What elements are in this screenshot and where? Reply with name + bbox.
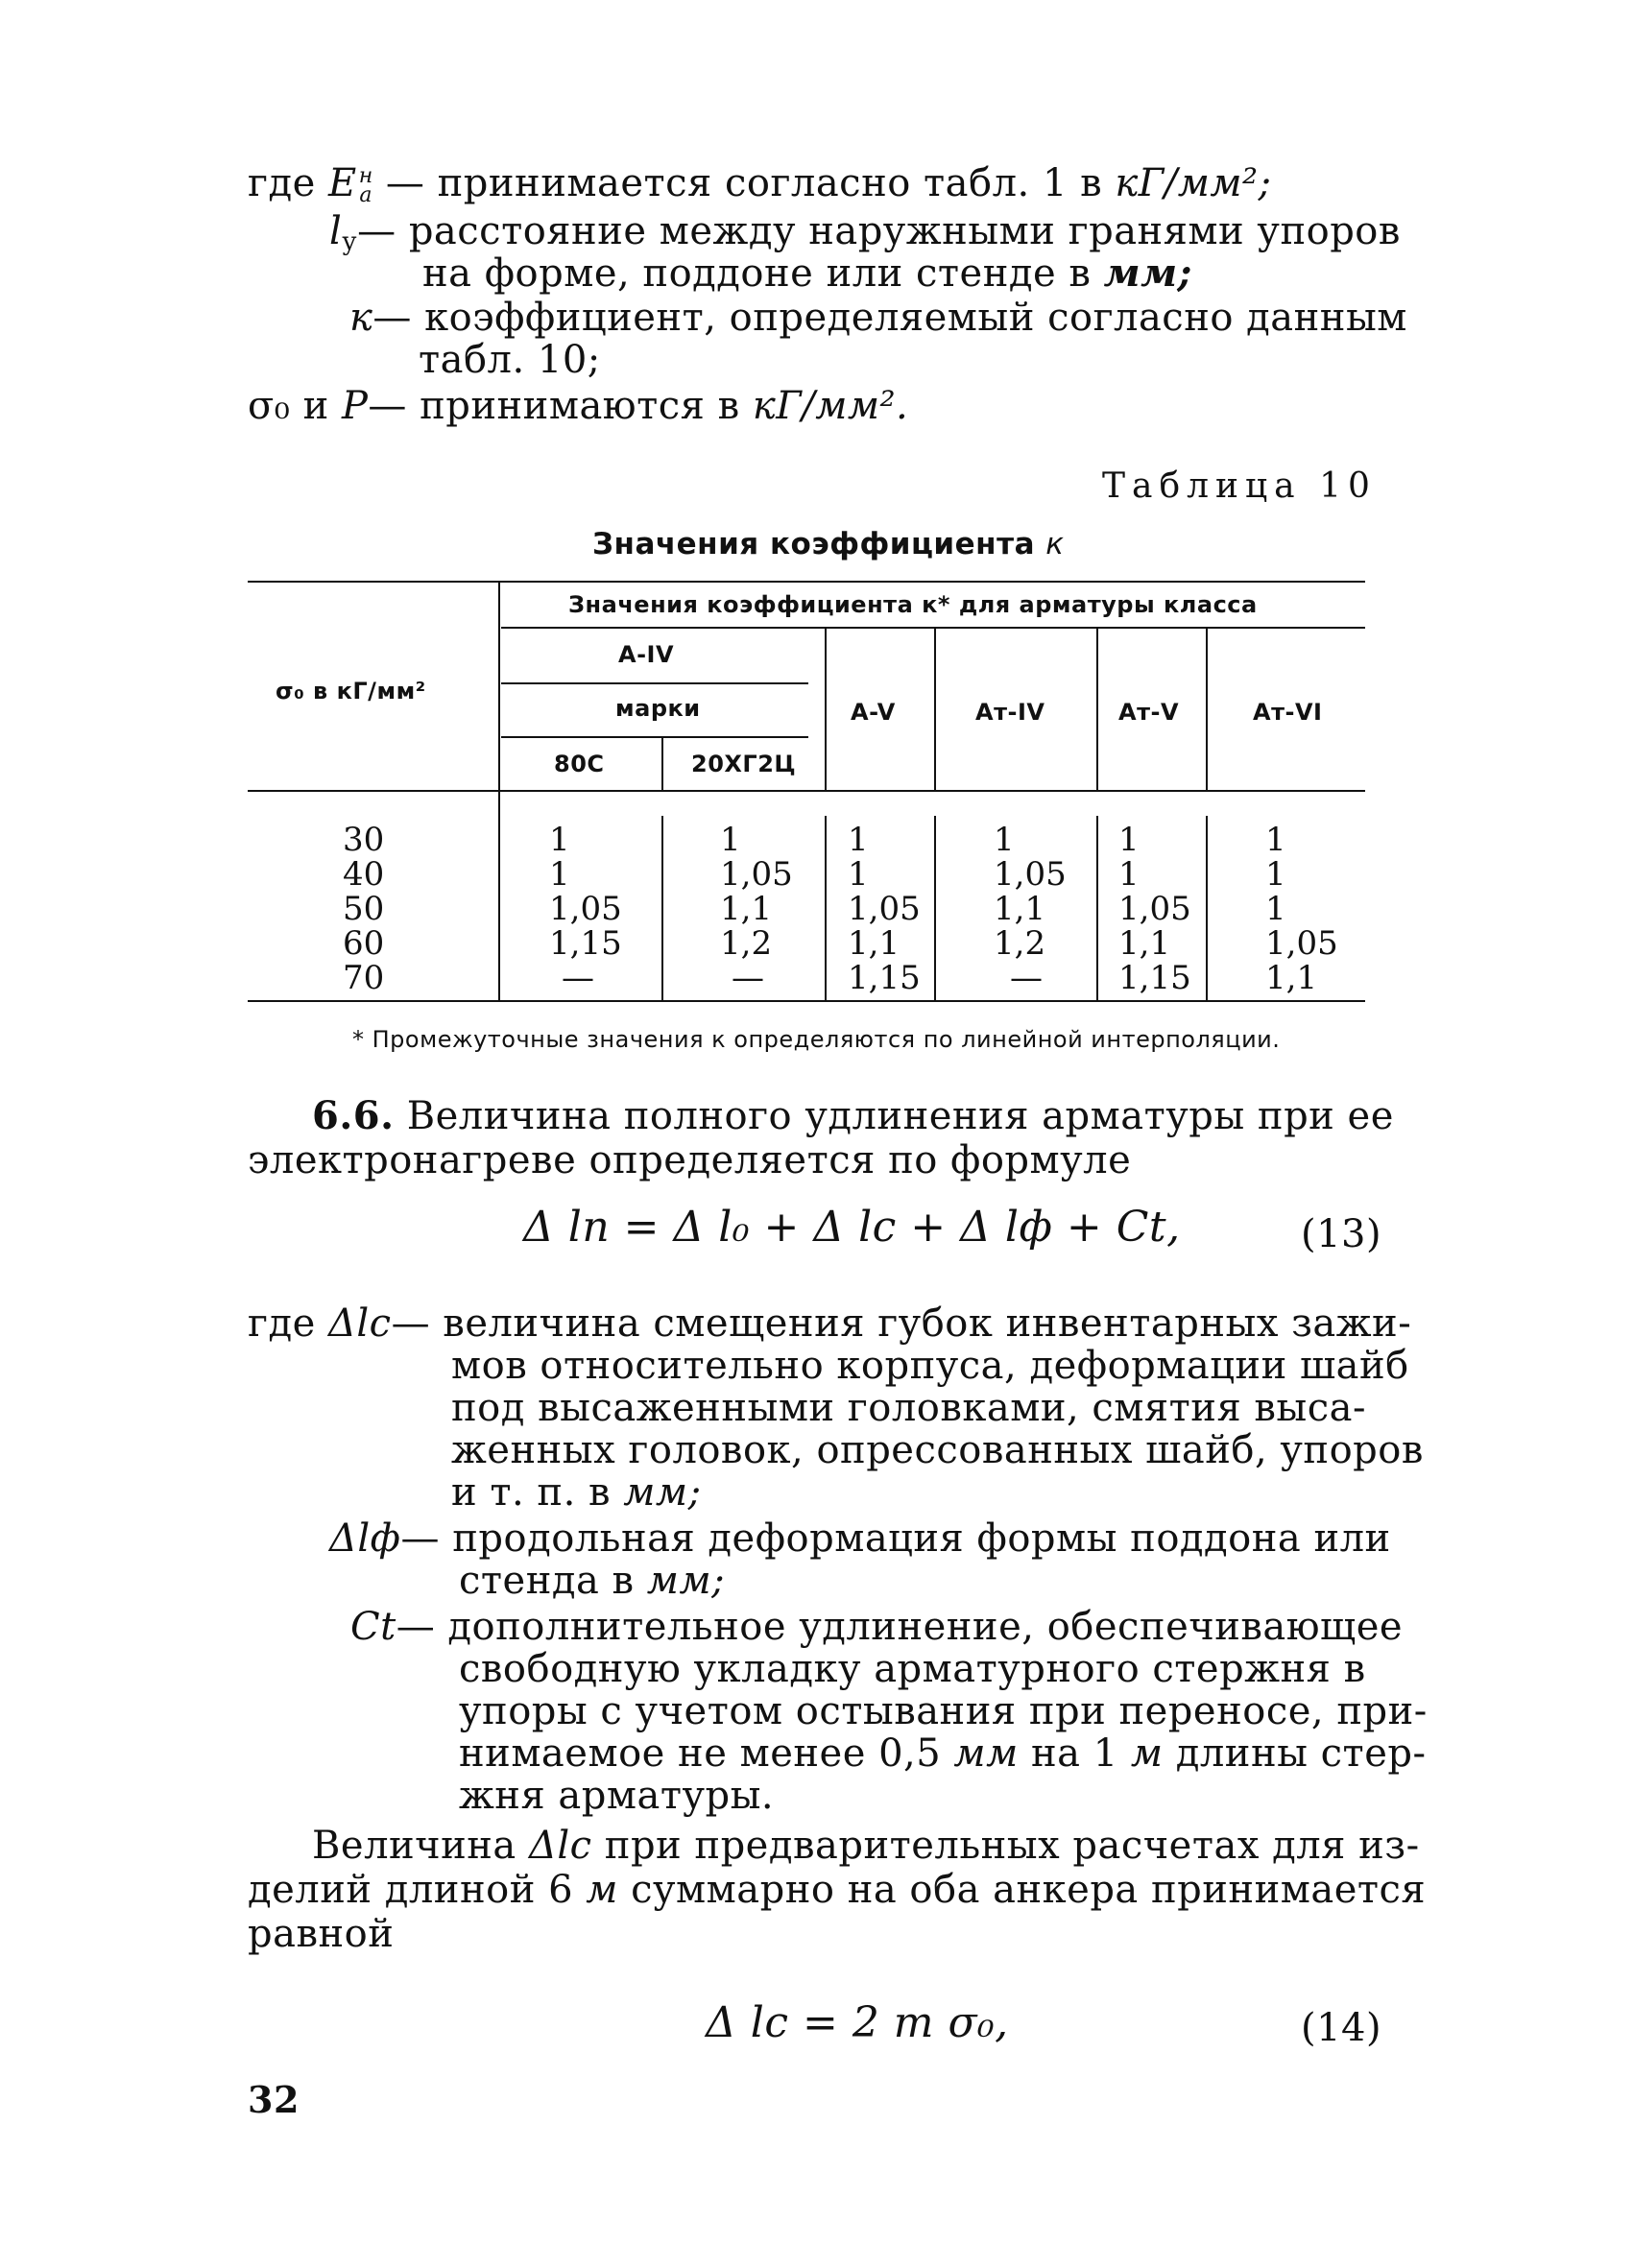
section-6-6-line-1: 6.6. Величина полного удлинения арматуры при ее <box>312 1093 1394 1138</box>
def-ly-line-2: на форме, поддоне или стенде в мм; <box>422 251 1192 296</box>
cell-at6: 1 <box>1265 821 1286 859</box>
p-symbol: P <box>341 384 369 428</box>
cell-80c: 1 <box>549 855 570 894</box>
def-dlc-line-2: мов относительно корпуса, деформации шайб <box>451 1344 1409 1388</box>
def-dlc-line-4: женных головок, опрессованных шайб, упоров <box>451 1428 1424 1472</box>
cell-at4: 1,2 <box>994 924 1046 963</box>
formula-13: Δ lп = Δ l₀ + Δ lс + Δ lф + Ct, <box>523 1203 1181 1252</box>
stub-divider <box>498 581 500 1000</box>
stub-cell: 40 <box>343 855 385 894</box>
ly-definition: — расстояние между наружными гранями упоров <box>357 209 1401 253</box>
cell-at4: 1,05 <box>994 855 1067 894</box>
equation-number-13: (13) <box>1301 1212 1382 1256</box>
at5-left-divider-header <box>1096 629 1098 790</box>
e-definition: — принимается согласно табл. 1 в <box>385 161 1116 205</box>
col-at4-header: Ат-IV <box>975 699 1045 726</box>
cell-80c: 1 <box>549 821 570 859</box>
cell-at5: 1 <box>1118 821 1140 859</box>
table-footnote: * Промежуточные значения к определяются по линейной интерполяции. <box>352 1026 1281 1053</box>
cell-at6: 1,1 <box>1265 959 1318 997</box>
group-header: Значения коэффициента к* для арматуры класса <box>568 591 1258 618</box>
marks-rule <box>501 736 808 738</box>
80c-divider-body <box>661 816 663 1000</box>
table-title: Значения коэффициента к <box>592 527 1065 561</box>
def-dlf-line-2: стенда в мм; <box>459 1559 726 1603</box>
def-ct-line-1: Ct— дополнительное удлинение, обеспечивающее <box>350 1605 1404 1649</box>
cell-at5: 1,05 <box>1118 890 1191 928</box>
cell-20hg2c: 1 <box>720 821 741 859</box>
cell-20hg2c: — <box>732 959 764 997</box>
cell-20hg2c: 1,05 <box>720 855 793 894</box>
section-number: 6.6. <box>312 1093 395 1138</box>
col-20hg2c-header: 20ХГ2Ц <box>691 751 797 777</box>
cell-at4: — <box>1010 959 1043 997</box>
def-ct-line-3: упоры с учетом остывания при переносе, при- <box>459 1689 1428 1733</box>
e-unit: кГ/мм²; <box>1115 161 1272 205</box>
cell-at4: 1 <box>994 821 1015 859</box>
table-title-symbol: к <box>1045 527 1065 561</box>
a5-left-divider-header <box>825 629 827 790</box>
cell-20hg2c: 1,2 <box>720 924 773 963</box>
cell-a5: 1 <box>848 821 869 859</box>
def-k-line-2: табл. 10; <box>419 338 601 382</box>
cell-at5: 1,15 <box>1118 959 1191 997</box>
def-dlf-line-1: Δlф— продольная деформация формы поддона или <box>329 1516 1391 1561</box>
col-at5-header: Ат-V <box>1118 699 1180 726</box>
cell-at6: 1 <box>1265 890 1286 928</box>
col-a5-header: A-V <box>851 699 896 726</box>
para-line-3: равной <box>248 1912 395 1956</box>
page-number: 32 <box>248 2078 300 2121</box>
where-word: где <box>248 161 316 205</box>
80c-divider-header <box>661 736 663 790</box>
cell-80c: 1,05 <box>549 890 622 928</box>
e-symbol: E н а <box>327 161 373 207</box>
def-ly-line: lу— расстояние между наружными гранями упоров <box>329 209 1401 256</box>
cell-80c: — <box>562 959 594 997</box>
stub-cell: 30 <box>343 821 385 859</box>
section-6-6-line-2: электронагреве определяется по формуле <box>248 1138 1132 1182</box>
ly-symbol: l <box>329 209 343 253</box>
table-top-rule <box>248 581 1365 583</box>
at4-left-divider-body <box>934 816 936 1000</box>
equation-number-14: (14) <box>1301 2006 1382 2050</box>
cell-at6: 1,05 <box>1265 924 1338 963</box>
stub-cell: 50 <box>343 890 385 928</box>
k-definition: — коэффициент, определяемый согласно данным <box>372 296 1407 340</box>
table-bottom-rule <box>248 1000 1365 1002</box>
cell-at6: 1 <box>1265 855 1286 894</box>
dlf-symbol: Δlф <box>329 1516 401 1561</box>
col-80c-header: 80С <box>554 751 605 777</box>
at6-left-divider-body <box>1206 816 1208 1000</box>
cell-at5: 1 <box>1118 855 1140 894</box>
def-e-line <box>248 161 1272 205</box>
a4-rule <box>501 682 808 684</box>
stub-header: σ₀ в кГ/мм² <box>276 678 426 704</box>
ct-symbol: Ct <box>350 1605 396 1649</box>
a5-left-divider-body <box>825 816 827 1000</box>
marks-header: марки <box>615 695 701 722</box>
para-line-2: делий длиной 6 м суммарно на оба анкера принимается <box>248 1868 1427 1912</box>
cell-20hg2c: 1,1 <box>720 890 773 928</box>
para-line-1: Величина Δlс при предварительных расчетах для из- <box>312 1824 1420 1868</box>
cell-at5: 1,1 <box>1118 924 1171 963</box>
at4-left-divider-header <box>934 629 936 790</box>
cell-a5: 1 <box>848 855 869 894</box>
at6-left-divider-header <box>1206 629 1208 790</box>
ly-unit: мм; <box>1103 251 1192 296</box>
group-header-rule <box>501 627 1365 629</box>
sigma-p-unit: кГ/мм². <box>752 384 909 428</box>
table-caption: Таблица 10 <box>1102 466 1377 506</box>
def-dlc-line-3: под высаженными головками, смятия выса- <box>451 1386 1367 1430</box>
formula-14: Δ lс = 2 m σ₀, <box>706 1998 1009 2047</box>
def-dlc-line-1: где Δlс— величина смещения губок инвентарных зажи- <box>248 1301 1412 1346</box>
def-ct-line-5: жня арматуры. <box>459 1774 775 1818</box>
dlc-symbol: Δlс <box>327 1301 392 1346</box>
col-at6-header: Ат-VI <box>1253 699 1323 726</box>
cell-a5: 1,15 <box>848 959 921 997</box>
cell-80c: 1,15 <box>549 924 622 963</box>
def-ct-line-2: свободную укладку арматурного стержня в <box>459 1647 1366 1691</box>
cell-at4: 1,1 <box>994 890 1046 928</box>
sigma-symbol: σ₀ <box>248 384 291 428</box>
def-k-line <box>349 296 1407 340</box>
stub-cell: 70 <box>343 959 385 997</box>
cell-a5: 1,05 <box>848 890 921 928</box>
a4-header: A-IV <box>618 641 675 668</box>
def-sigma-p-line: σ₀ и P— принимаются в кГ/мм². <box>248 384 909 428</box>
header-bottom-rule <box>248 790 1365 792</box>
cell-a5: 1,1 <box>848 924 901 963</box>
def-ct-line-4: нимаемое не менее 0,5 мм на 1 м длины стер- <box>459 1731 1427 1776</box>
def-dlc-line-5: и т. п. в мм; <box>451 1470 702 1515</box>
k-symbol: к <box>349 296 373 340</box>
at5-left-divider-body <box>1096 816 1098 1000</box>
stub-cell: 60 <box>343 924 385 963</box>
